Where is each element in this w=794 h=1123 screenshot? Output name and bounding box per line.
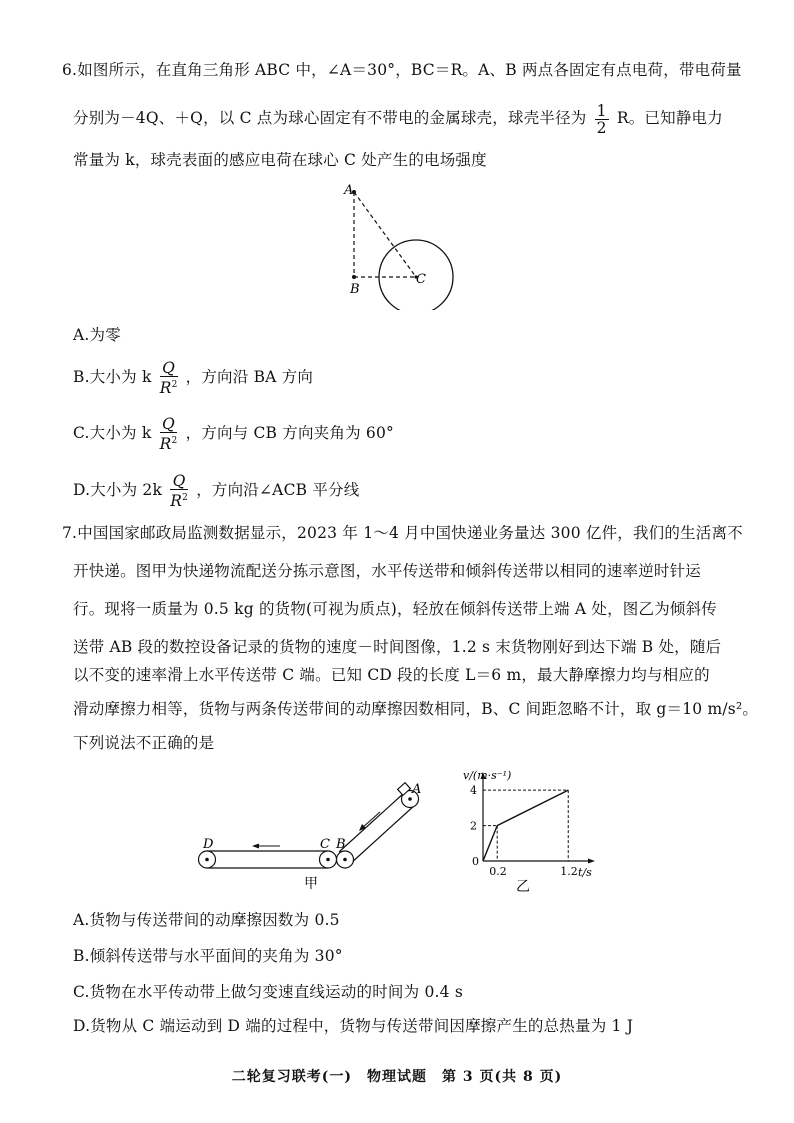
y-tick-label: 2 [470,819,477,833]
q6-line-2-tail: R。已知静电力 [616,109,723,127]
q6-option-c [73,413,394,453]
fraction-denominator-base: R [159,379,172,398]
segment-ac [354,192,416,277]
q6-line-1: 6.如图所示，在直角三角形 ABC 中，∠A＝30°，BC＝R。A、B 两点各固定有点电荷，带电荷量 [62,61,742,79]
pulley-d-axle [205,858,209,862]
q-over-r2-fraction-d [170,473,188,509]
q7-option-a: A.货物与传送带间的动摩擦因数为 0.5 [73,911,340,929]
fraction-denominator-exponent: 2 [171,435,178,446]
fraction-numerator: Q [160,360,178,377]
fraction-denominator [170,490,188,509]
q6-option-b-post: ，方向沿 BA 方向 [185,368,314,386]
q7-option-c: C.货物在水平传动带上做匀变速直线运动的时间为 0.4 s [73,983,463,1001]
q7-line-6: 滑动摩擦力相等，货物与两条传送带间的动摩擦因数相同，B、C 间距忽略不计，取 g＝10 m/s²。 [73,700,759,718]
horizontal-arrow-head [252,844,259,849]
label-c: C [320,837,330,852]
pulley-b-axle [343,858,347,862]
q6-line-3: 常量为 k，球壳表面的感应电荷在球心 C 处产生的电场强度 [73,151,487,169]
incline-direction-arrow [362,812,380,828]
pulley-a-axle [408,797,412,801]
fraction-denominator-exponent: 2 [182,492,189,503]
fraction-denominator-base: R [170,492,183,511]
label-a: A [344,183,354,198]
q6-option-d-pre: D.大小为 2k [73,481,163,499]
fraction-denominator-base: R [159,435,172,454]
y-axis-label: v/(m·s⁻¹) [463,769,512,782]
q6-option-d [73,470,359,510]
q6-line-2-text: 分别为－4Q、＋Q，以 C 点为球心固定有不带电的金属球壳，球壳半径为 [73,109,587,127]
velocity-time-chart-yi [455,762,600,892]
fraction-numerator: Q [160,416,178,433]
origin-label: 0 [472,855,479,868]
incline-belt-bottom [350,805,415,864]
fraction-numerator: Q [170,473,188,490]
q7-line-7: 下列说法不正确的是 [73,734,215,752]
x-tick-label: 1.2 [560,865,578,878]
q7-line-4: 送带 AB 段的数控设备记录的货物的速度－时间图像，1.2 s 末货物刚好到达下端 B 处，随后 [73,638,722,656]
q6-triangle-figure [330,180,460,310]
q6-option-b [73,357,313,397]
caption-jia: 甲 [304,876,318,892]
q6-option-b-pre: B.大小为 k [73,368,152,386]
q7-option-b: B.倾斜传送带与水平面间的夹角为 30° [73,947,343,965]
q6-line-2 [73,98,723,138]
label-c: C [416,272,426,287]
q7-option-d: D.货物从 C 端运动到 D 端的过程中，货物与传送带间因摩擦产生的总热量为 1 J [73,1017,634,1035]
incline-belt-top [339,793,404,852]
x-tick-label: 0.2 [489,865,507,878]
label-b: B [336,837,346,852]
x-axis-arrow [588,859,595,864]
fraction-denominator [160,433,178,452]
half-fraction [595,103,609,136]
q6-option-c-pre: C.大小为 k [73,424,152,442]
q6-option-a: A.为零 [73,326,121,344]
half-fraction-denominator: 2 [596,118,607,137]
x-axis-label: t/s [578,866,592,879]
page-footer: 二轮复习联考(一) 物理试题 第 3 页(共 8 页) [231,1069,563,1085]
q7-line-1: 7.中国国家邮政局监测数据显示，2023 年 1～4 月中国快递业务量达 300 亿件，我们的生活离不 [62,524,743,542]
half-fraction-numerator: 1 [596,101,607,120]
chart-marks [470,784,578,878]
label-d: D [203,837,214,852]
q-over-r2-fraction-b [160,360,178,396]
fraction-denominator [160,377,178,396]
q7-line-3: 行。现将一质量为 0.5 kg 的货物(可视为质点)，轻放在倾斜传送带上端 A 处，图乙为倾斜传 [73,600,717,618]
q6-option-c-post: ，方向与 CB 方向夹角为 60° [185,424,394,442]
caption-yi: 乙 [516,879,530,892]
q7-line-5: 以不变的速率滑上水平传送带 C 端。已知 CD 段的长度 L＝6 m，最大静摩擦力均与相应的 [73,666,710,684]
q6-option-d-post: ，方向沿∠ACB 平分线 [196,481,360,499]
q7-line-2: 开快递。图甲为快递物流配送分拣示意图，水平传送带和倾斜传送带以相同的速率逆时针运 [73,562,702,580]
label-a: A [412,782,422,797]
label-b: B [350,282,360,297]
pulley-c-axle [326,858,330,862]
fraction-denominator-exponent: 2 [171,379,178,390]
point-b [352,275,356,279]
q-over-r2-fraction-c [160,416,178,452]
conveyor-figure-jia [190,780,440,895]
y-tick-label: 4 [470,784,477,798]
